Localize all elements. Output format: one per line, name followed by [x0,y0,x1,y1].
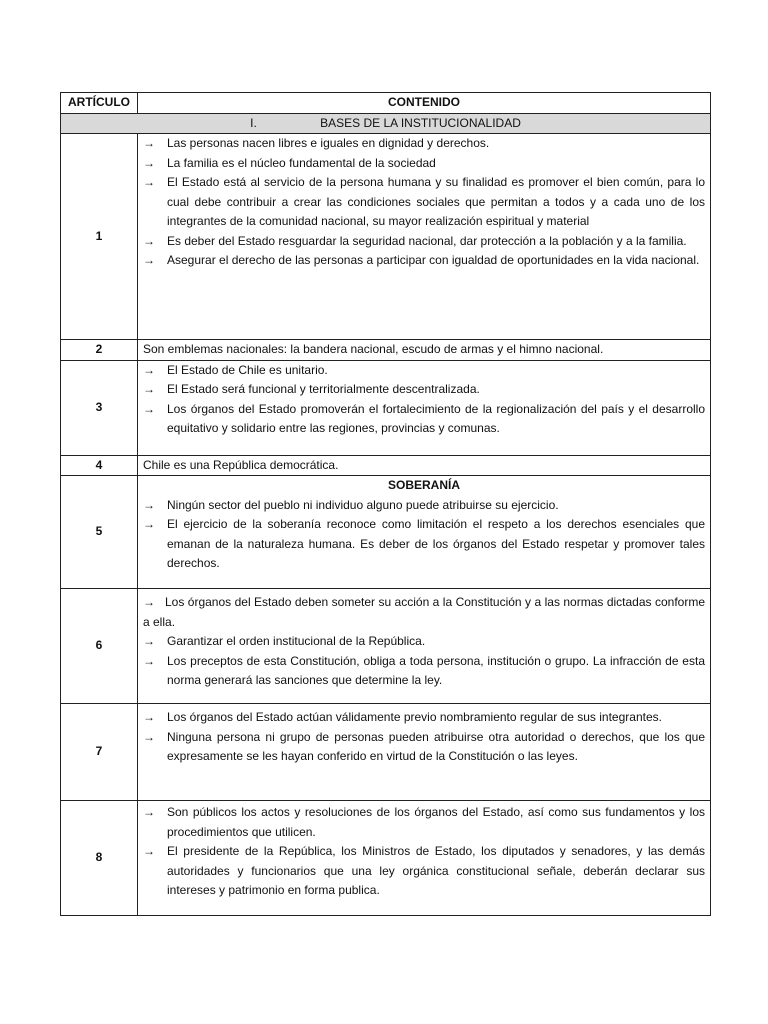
list-item [143,400,705,439]
table-row [61,476,711,589]
arrow-icon: → [143,382,155,396]
list-item [143,515,705,574]
article-number: 3 [61,360,138,455]
list-item [143,173,705,232]
section-subheading: SOBERANÍA [387,478,460,492]
section-row [61,113,711,134]
arrow-icon: → [143,844,155,858]
list-item [143,361,705,381]
header-row [61,93,711,114]
table-row [61,455,711,476]
article-text: Son emblemas nacionales: la bandera nacional, escudo de armas y el himno nacional. [143,342,604,356]
list-item-text: Las personas nacen libres e iguales en dignidad y derechos. [167,136,490,150]
article-number: 7 [61,704,138,801]
arrow-icon: → [143,595,155,609]
list-item-text: Ningún sector del pueblo ni individuo alguno puede atribuirse su ejercicio. [167,497,559,512]
header-article: ARTÍCULO [61,93,138,114]
article-content [138,134,711,340]
arrow-icon: → [143,136,155,150]
arrow-icon: → [143,729,155,744]
arrow-icon: → [143,155,155,170]
arrow-icon: → [143,497,155,512]
list-item-text: Los órganos del Estado actúan válidamente previo nombramiento regular de sus integrantes. [167,710,662,724]
list-item-text: Asegurar el derecho de las personas a participar con igualdad de oportunidades en la vida nacional. [167,253,700,267]
list-item-text: El Estado será funcional y territorialmente descentralizada. [167,382,480,396]
list-item-text: Los preceptos de esta Constitución, obliga a toda persona, institución o grupo. La infracción de esta norma generará las sanciones que determine la ley. [167,653,705,687]
article-content [138,340,711,361]
arrow-icon: → [143,517,155,531]
arrow-icon: → [143,253,155,267]
list-item [143,652,705,691]
list-item-text: Los órganos del Estado promoverán el fortalecimiento de la regionalización del país y el desarrollo equitativo y solidario entre las regiones, provincias y comunas. [167,401,705,435]
arrow-icon: → [143,233,155,248]
list-item-text: Los órganos del Estado deben someter su acción a la Constitución y a las normas dictadas conforme a ella. [143,595,705,629]
article-number: 1 [61,134,138,340]
list-item-text: El Estado de Chile es unitario. [167,362,328,377]
list-item [143,728,705,767]
article-number: 2 [61,340,138,361]
list-item-text: Es deber del Estado resguardar la seguridad nacional, dar protección a la población y a la familia. [167,233,687,248]
table-body [61,113,711,916]
header-content: CONTENIDO [138,93,711,114]
list-item-text: Garantizar el orden institucional de la República. [167,634,426,648]
section-number: I. [250,115,257,130]
table-row [61,340,711,361]
list-item-text: El presidente de la República, los Ministros de Estado, los diputados y senadores, y las demás autoridades y funcionarios que una ley orgánica constitucional señale, deberán declarar sus intereses y patrimonio en forma publica. [167,844,705,897]
list-item-text: La familia es el núcleo fundamental de la sociedad [167,155,436,170]
article-content [138,801,711,916]
article-number: 6 [61,589,138,704]
article-content [138,589,711,704]
list-item-text: El ejercicio de la soberanía reconoce como limitación el respeto a los derechos esenciales que emanan de la naturaleza humana. Es deber de los órganos del Estado respetar y promover tales derechos. [167,517,705,570]
section-title-text: BASES DE LA INSTITUCIONALIDAD [320,115,521,130]
list-item-text: El Estado está al servicio de la persona humana y su finalidad es promover el bien común, para lo cual debe contribuir a crear las condiciones sociales que permitan a todos y a cada uno de los integrantes de la comunidad nacional, su mayor realización espiritual y material [167,175,705,228]
section-title [61,113,711,134]
list-item [143,803,705,842]
article-number: 8 [61,801,138,916]
list-item [143,708,705,728]
article-content [138,704,711,801]
article-number: 5 [61,476,138,589]
list-item [143,134,705,154]
list-item [143,632,705,652]
list-item [143,154,705,174]
table-row [61,589,711,704]
list-item [143,380,705,400]
list-item [143,593,705,632]
table-row [61,360,711,455]
article-text: Chile es una República democrática. [143,457,339,472]
list-item [143,842,705,901]
arrow-icon: → [143,175,155,189]
article-number: 4 [61,455,138,476]
arrow-icon: → [143,362,155,377]
arrow-icon: → [143,401,155,416]
table-row [61,704,711,801]
constitution-table [60,92,711,916]
arrow-icon: → [143,710,155,724]
arrow-icon: → [143,634,155,648]
article-content [138,360,711,455]
table-row [61,801,711,916]
list-item [143,251,705,271]
article-content [138,455,711,476]
arrow-icon: → [143,653,155,668]
list-item [143,232,705,252]
arrow-icon: → [143,805,155,819]
article-content [138,476,711,589]
table-row [61,134,711,340]
list-item-text: Ninguna persona ni grupo de personas pueden atribuirse otra autoridad o derechos, que los que expresamente se les hayan conferido en virtud de la Constitución o las leyes. [167,729,705,763]
list-item [143,496,705,516]
list-item-text: Son públicos los actos y resoluciones de los órganos del Estado, así como sus fundamentos y los procedimientos que utilicen. [167,805,705,839]
